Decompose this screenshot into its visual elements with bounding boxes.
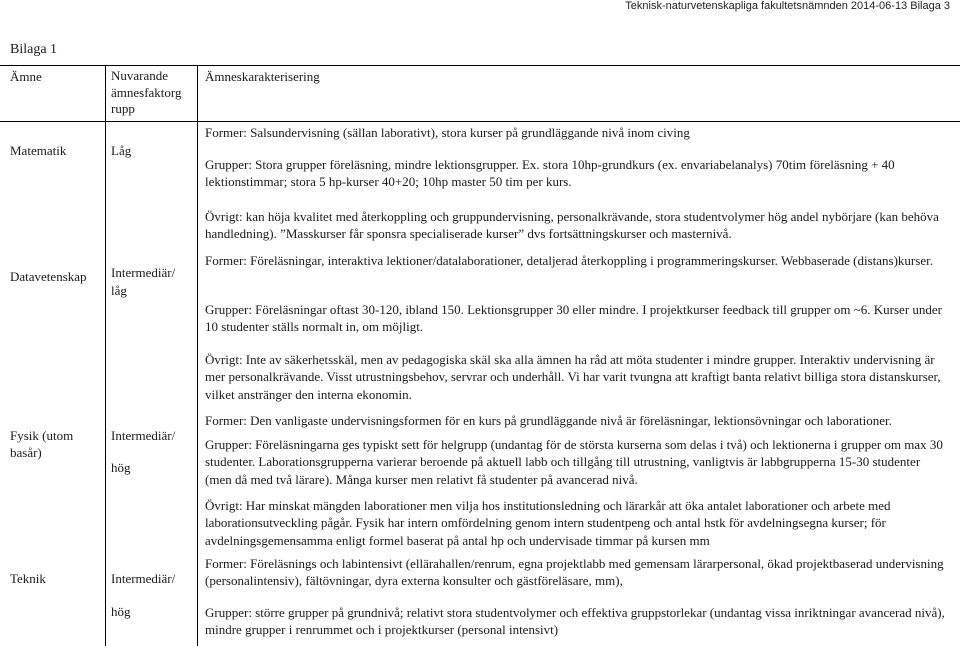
attachment-label: Bilaga 1 [10, 42, 58, 57]
table-row-factor-line2: hög [111, 460, 131, 475]
characterization-ovrigt: Övrigt: kan höja kvalitet med återkoppling och gruppundervisning, personalkrävande, stora studentvolymer hög andel nybörjare (kan behöva handledning). ”Masskurser får sponsra specialiserade kurser” dvs fortsättningskurser och masternivå. [205, 209, 939, 242]
table-row-subject: Teknik [10, 571, 46, 586]
table-header-divider [0, 121, 960, 122]
running-header: Teknisk-naturvetenskapliga fakultetsnämnden 2014-06-13 Bilaga 3 [625, 0, 950, 12]
column-divider-1 [105, 65, 106, 646]
table-row-factor-line2: hög [111, 604, 131, 619]
column-divider-2 [197, 65, 198, 646]
characterization-former: Former: Salsundervisning (sällan laborativt), stora kurser på grundläggande nivå inom civing [205, 125, 690, 140]
header-subject: Ämne [10, 69, 42, 84]
characterization-former: Former: Föreläsnings och labintensivt (ellärahallen/renrum, egna projektlabb med gemensam lärarpersonal, ökad projektbaserad undervisning (personalintensiv), fältövningar, dyra externa konsulter och gästföreläsare, mm), [205, 556, 944, 589]
table-row-subject: Fysik (utom basår) [10, 428, 74, 460]
table-row-factor: Intermediär/ låg [111, 265, 176, 298]
table-row-factor-line1: Intermediär/ [111, 428, 176, 443]
characterization-ovrigt: Övrigt: Inte av säkerhetsskäl, men av pedagogiska skäl ska alla ämnen ha råd att möta studenter i mindre grupper. Interaktiv undervisning är mer personalkrävande. Visst utrustningsbehov, servrar och underhåll. Vi har varit tvungna att kraftigt banta relativt billiga stora distanskurser, vilket anstränger den interna ekonomin. [205, 352, 941, 402]
table-row-factor-line1: Intermediär/ [111, 571, 176, 586]
characterization-former: Former: Föreläsningar, interaktiva lektioner/datalaborationer, detaljerad återkoppling i programmeringskurser. Webbaserade (distans)kurser. [205, 253, 933, 268]
table-row-subject: Datavetenskap [10, 269, 87, 284]
table-row-factor: Låg [111, 143, 132, 158]
characterization-grupper: Grupper: Stora grupper föreläsning, mindre lektionsgrupper. Ex. stora 10hp-grundkurs (ex. envariabelanalys) 70tim föreläsning + 40 lektionstimmar; stora 5 hp-kurser 40+20; 10hp master 50 tim per kurs. [205, 157, 895, 190]
header-characterization: Ämneskarakterisering [205, 69, 320, 84]
header-factor-group: Nuvarande ämnesfaktorg rupp [111, 68, 182, 116]
table-row-subject: Matematik [10, 143, 67, 158]
characterization-ovrigt: Övrigt: Har minskat mängden laborationer men vilja hos institutionsledning och lärarkår att öka antalet laborationer och arbete med laborationsutveckling pågår. Fysik har intern omfördelning genom intern studentpeng och antal hstk för avdelningsegna kurser; för avdelningsgemensamma enligt formel baserat på antal hp och undervisade timmar på kursen mm [205, 498, 891, 548]
characterization-grupper: Grupper: större grupper på grundnivå; relativt stora studentvolymer och effektiva gruppstorlekar (undantag vissa inriktningar avancerad nivå), mindre grupper i renrummet och i projektkurser (personal intensivt) [205, 605, 945, 638]
characterization-grupper: Grupper: Föreläsningarna ges typiskt sett för helgrupp (undantag för de största kurserna som delas i två) och lektionerna i grupper om max 30 studenter. Laborationsgrupperna varierar beroende på aktuell labb och tillgång till utrustning, vanligtvis är labbgrupperna 15-30 studenter (men då med två lärare). Många kurser men relativt få studenter på avancerad nivå. [205, 437, 943, 487]
table-top-border [0, 65, 960, 66]
characterization-former: Former: Den vanligaste undervisningsformen för en kurs på grundläggande nivå är föreläsningar, lektionsövningar och laborationer. [205, 413, 892, 428]
characterization-grupper: Grupper: Föreläsningar oftast 30-120, ibland 150. Lektionsgrupper 30 eller mindre. I projektkurser feedback till grupper om ~6. Kurser under 10 studenter ställs normalt in, om möjligt. [205, 302, 942, 335]
